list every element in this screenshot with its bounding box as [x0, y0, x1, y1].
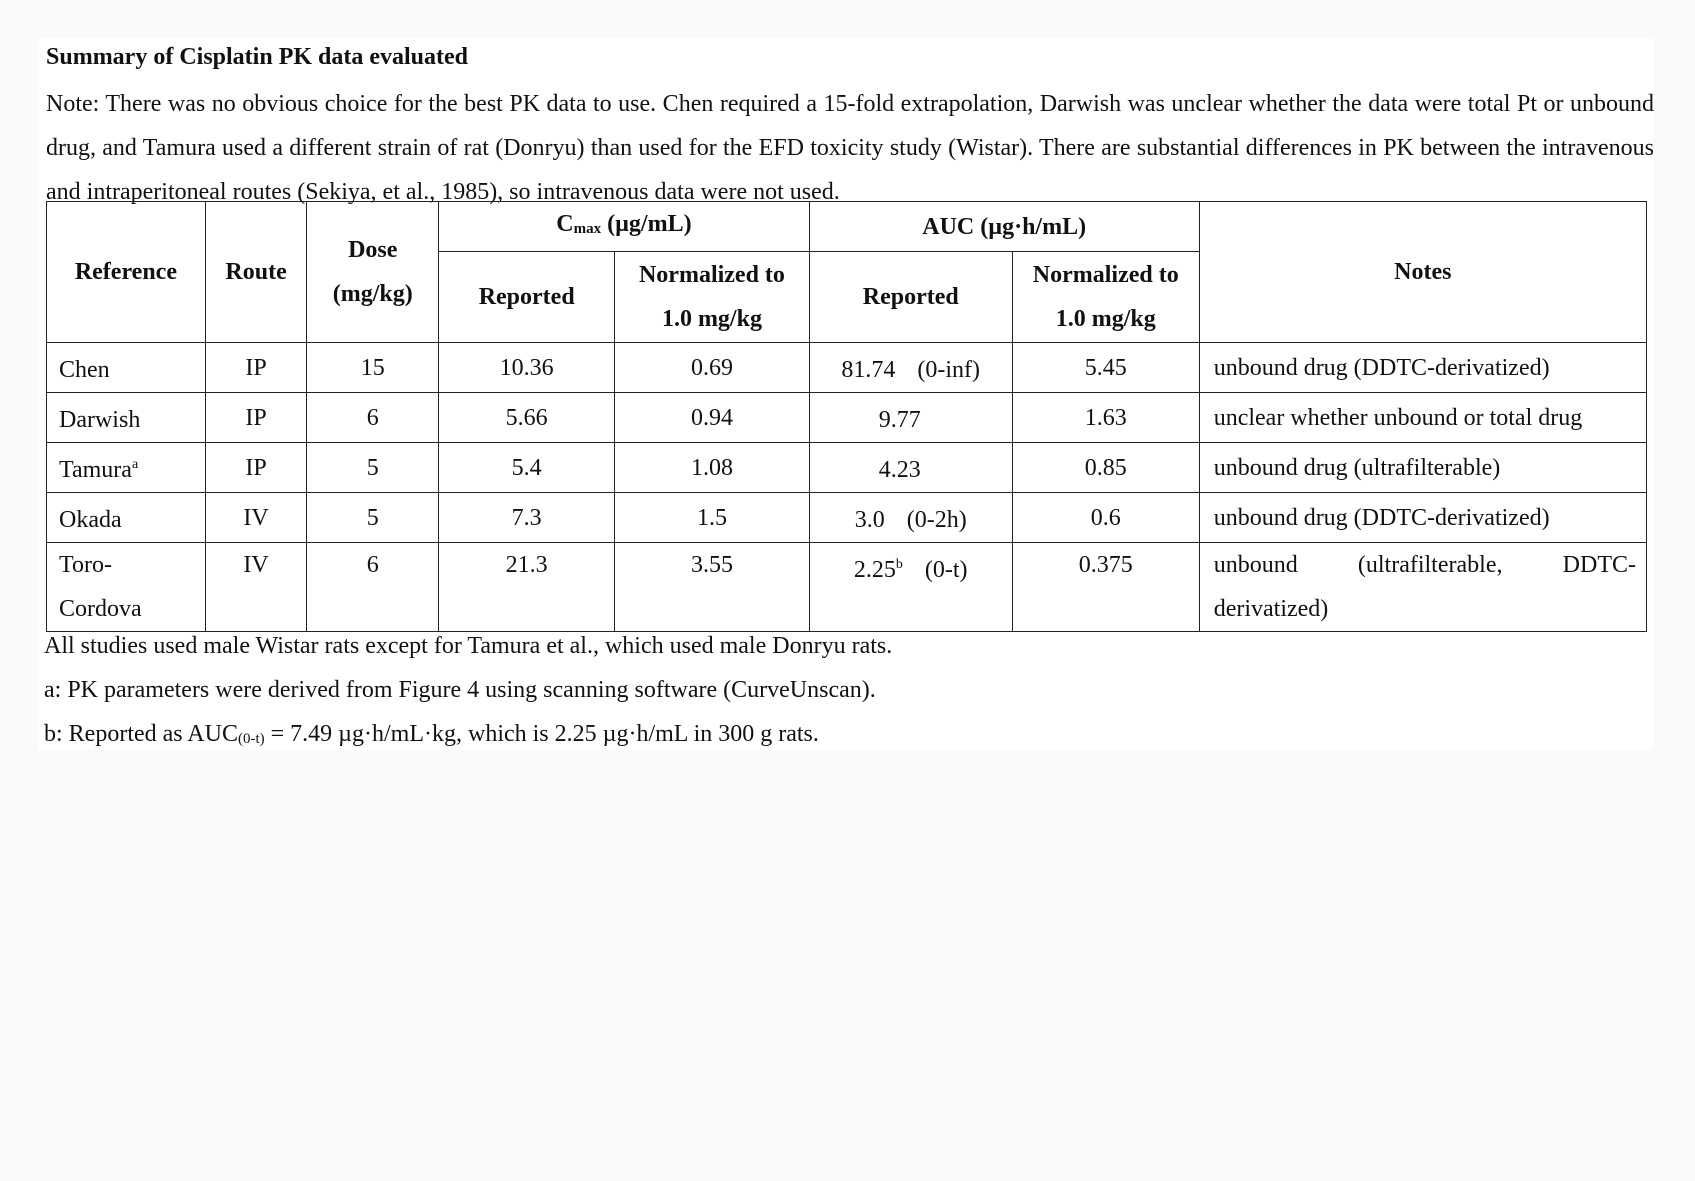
footnote-b-sub: (0-t) [237, 731, 265, 747]
header-dose-line1: Dose [348, 237, 398, 263]
auc-footnote-mark: b [895, 557, 903, 572]
header-normalized-line2: 1.0 mg/kg [1055, 306, 1156, 332]
pk-data-table [46, 201, 1647, 632]
reference-name: Darwish [59, 407, 141, 433]
header-cmax-normalized [615, 252, 809, 343]
table-row [47, 343, 1647, 393]
notes-text: unbound (ultrafilterable, DDTC-derivatized) [1213, 552, 1636, 622]
table-row [47, 443, 1647, 493]
header-dose-line2: (mg/kg) [332, 281, 413, 307]
footnote-general: All studies used male Wistar rats except for Tamura et al., which used male Donryu rats. [44, 633, 893, 659]
cell-dose: 5 [307, 443, 439, 493]
header-normalized-line1: Normalized to [1032, 262, 1179, 288]
cell-reference [47, 393, 206, 443]
auc-range: (0-2h) [906, 507, 967, 533]
cell-cmax-normalized: 3.55 [615, 543, 809, 632]
cell-auc-reported [809, 443, 1012, 493]
table-row [47, 543, 1647, 632]
header-dose [307, 202, 439, 343]
cell-reference [47, 493, 206, 543]
footnotes [44, 624, 892, 761]
header-cmax-reported: Reported [439, 252, 615, 343]
header-normalized-line1: Normalized to [638, 262, 785, 288]
header-auc-reported: Reported [809, 252, 1012, 343]
cell-cmax-normalized: 0.69 [615, 343, 809, 393]
cell-auc-reported [809, 493, 1012, 543]
reference-name: Toro-Cordova [59, 552, 142, 622]
cell-route: IP [205, 443, 307, 493]
header-cmax-unit: (µg/mL) [601, 211, 692, 237]
cell-auc-normalized: 0.375 [1012, 543, 1199, 632]
header-notes: Notes [1199, 202, 1646, 343]
cell-route: IP [205, 393, 307, 443]
cell-auc-normalized: 0.6 [1012, 493, 1199, 543]
cell-reference [47, 443, 206, 493]
cell-notes: unbound drug (DDTC-derivatized) [1199, 493, 1646, 543]
auc-range: (0-t) [924, 557, 968, 583]
cell-cmax-reported: 10.36 [439, 343, 615, 393]
cell-cmax-reported: 21.3 [439, 543, 615, 632]
cell-reference [47, 543, 206, 632]
cell-cmax-reported: 5.66 [439, 393, 615, 443]
cell-dose: 5 [307, 493, 439, 543]
cell-cmax-reported: 7.3 [439, 493, 615, 543]
table-row [47, 393, 1647, 443]
header-cmax-group [439, 202, 810, 252]
header-reference: Reference [47, 202, 206, 343]
cell-reference [47, 343, 206, 393]
cell-route: IV [205, 543, 307, 632]
footnote-b-suffix: = 7.49 µg·h/mL·kg, which is 2.25 µg·h/mL in 300 g rats. [264, 721, 819, 747]
auc-value: 81.74 [841, 357, 896, 383]
cell-dose: 6 [307, 393, 439, 443]
cell-auc-normalized: 0.85 [1012, 443, 1199, 493]
cell-dose: 15 [307, 343, 439, 393]
cell-auc-normalized: 5.45 [1012, 343, 1199, 393]
reference-footnote-mark: a [131, 457, 139, 472]
cell-auc-reported [809, 393, 1012, 443]
document-title: Summary of Cisplatin PK data evaluated [46, 44, 469, 70]
cell-dose: 6 [307, 543, 439, 632]
header-auc-normalized [1012, 252, 1199, 343]
cell-route: IP [205, 343, 307, 393]
table-header-row-1 [47, 202, 1647, 252]
cell-cmax-normalized: 0.94 [615, 393, 809, 443]
cell-auc-normalized: 1.63 [1012, 393, 1199, 443]
auc-value: 9.77 [878, 407, 921, 433]
header-route: Route [205, 202, 307, 343]
table-row [47, 493, 1647, 543]
cell-cmax-reported: 5.4 [439, 443, 615, 493]
auc-value: 3.0 [854, 507, 885, 533]
footnote-b-prefix: b: Reported as AUC [44, 721, 238, 747]
header-auc-group: AUC (µg·h/mL) [809, 202, 1199, 252]
cell-cmax-normalized: 1.5 [615, 493, 809, 543]
auc-value: 2.25 [853, 557, 896, 583]
auc-range: (0-inf) [917, 357, 981, 383]
note-paragraph: Note: There was no obvious choice for the best PK data to use. Chen required a 15-fold extrapolation, Darwish was unclear whether the data were total Pt or unbound drug, and Tamura used a different strain of rat (Donryu) than used for the EFD toxicity study (Wistar). There are substantial differences in PK between the intravenous and intraperitoneal routes (Sekiya, et al., 1985), so intravenous data were not used. [46, 91, 1654, 205]
header-normalized-line2: 1.0 mg/kg [661, 306, 762, 332]
reference-name: Chen [59, 357, 110, 383]
cell-notes [1199, 543, 1646, 632]
cell-notes: unbound drug (ultrafilterable) [1199, 443, 1646, 493]
footnote-b [44, 712, 892, 761]
reference-name: Okada [59, 507, 122, 533]
cell-auc-reported [809, 543, 1012, 632]
cell-route: IV [205, 493, 307, 543]
reference-name: Tamura [59, 457, 132, 483]
footnote-a: a: PK parameters were derived from Figure 4 using scanning software (CurveUnscan). [44, 677, 876, 703]
cell-auc-reported [809, 343, 1012, 393]
cell-cmax-normalized: 1.08 [615, 443, 809, 493]
header-cmax-sub: max [573, 221, 602, 237]
auc-value: 4.23 [878, 457, 921, 483]
document-page [38, 38, 1653, 750]
header-cmax-symbol: C [556, 211, 574, 237]
cell-notes: unbound drug (DDTC-derivatized) [1199, 343, 1646, 393]
cell-notes: unclear whether unbound or total drug [1199, 393, 1646, 443]
